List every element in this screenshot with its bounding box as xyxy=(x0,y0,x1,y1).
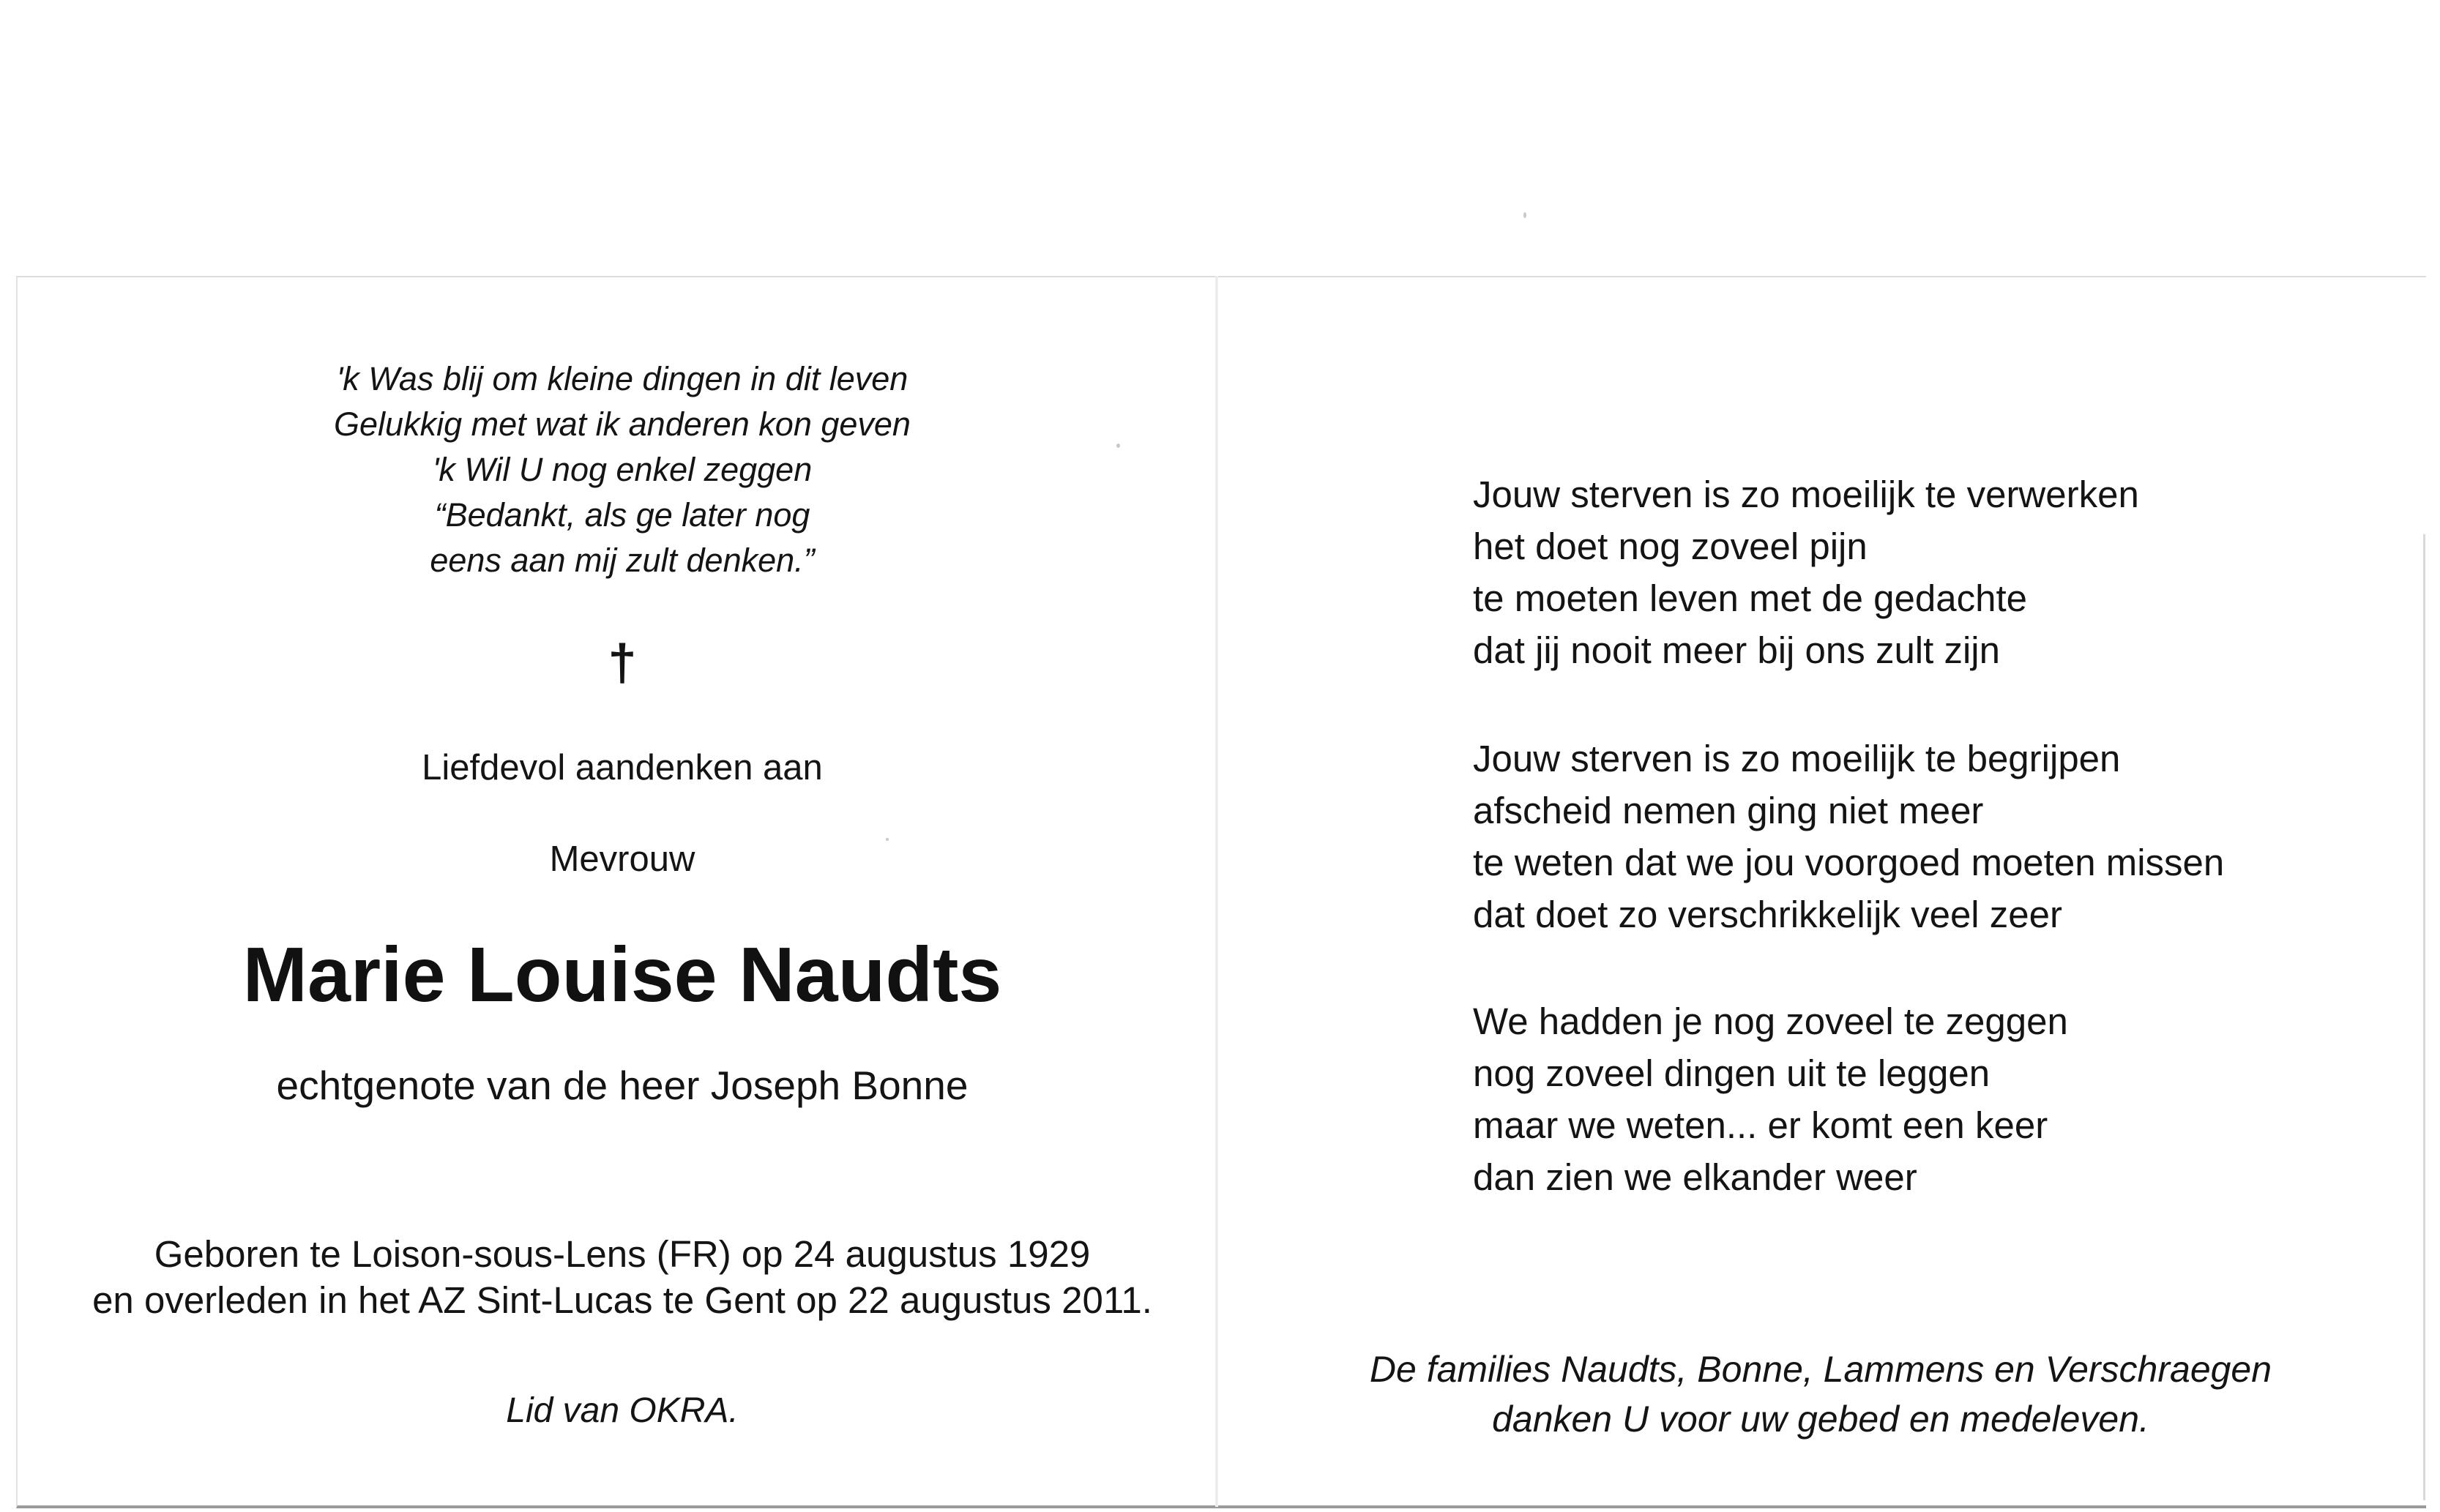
birth-line: Geboren te Loison-sous-Lens (FR) op 24 augustus 1929 xyxy=(154,1233,1091,1275)
memorial-heading: Liefdevol aandenken aan xyxy=(422,748,823,787)
thanks-closing-line: danken U voor uw gebed en medeleven. xyxy=(1492,1399,2149,1440)
stanza-line: nog zoveel dingen uit te leggen xyxy=(1473,1052,1991,1094)
stanza-line: dat doet zo verschrikkelijk veel zeer xyxy=(1473,894,2063,935)
stanza-line: dan zien we elkander weer xyxy=(1473,1156,1917,1198)
opening-poem xyxy=(29,356,1215,583)
stanza-line: dat jij nooit meer bij ons zult zijn xyxy=(1473,629,2001,671)
stanza-line: het doet nog zoveel pijn xyxy=(1473,525,1868,567)
stanza-line: maar we weten... er komt een keer xyxy=(1473,1104,2048,1146)
family-closing-line: De families Naudts, Bonne, Lammens en Verschraegen xyxy=(1369,1349,2272,1390)
death-line: en overleden in het AZ Sint-Lucas te Gent op 22 augustus 2011. xyxy=(92,1279,1152,1321)
poem-stanza xyxy=(1473,733,2224,940)
right-panel xyxy=(1218,276,2423,1504)
stanza-line: te weten dat we jou voorgoed moeten missen xyxy=(1473,842,2225,883)
paper-speck xyxy=(1523,212,1526,218)
stanza-line: Jouw sterven is zo moeilijk te verwerken xyxy=(1473,474,2139,515)
left-panel xyxy=(29,276,1215,1504)
spouse-line: echtgenote van de heer Joseph Bonne xyxy=(276,1063,969,1108)
stanza-line: afscheid nemen ging niet meer xyxy=(1473,790,1984,831)
card-right-edge xyxy=(2423,534,2425,1500)
salutation: Mevrouw xyxy=(549,839,695,879)
poem-line: eens aan mij zult denken.” xyxy=(430,542,815,579)
poem-line: “Bedankt, als ge later nog xyxy=(434,496,810,534)
cross-icon: † xyxy=(608,634,637,691)
deceased-name: Marie Louise Naudts xyxy=(242,932,1002,1018)
poem-stanza xyxy=(1473,995,2068,1203)
poem-line: 'k Wil U nog enkel zeggen xyxy=(432,451,813,488)
poem-line: 'k Was blij om kleine dingen in dit leven xyxy=(336,360,909,397)
poem-line: Gelukkig met wat ik anderen kon geven xyxy=(334,405,911,443)
stanza-line: Jouw sterven is zo moeilijk te begrijpen xyxy=(1473,738,2121,779)
stanza-line: te moeten leven met de gedachte xyxy=(1473,577,2028,619)
poem-stanza xyxy=(1473,468,2139,676)
stanza-line: We hadden je nog zoveel te zeggen xyxy=(1473,1000,2068,1042)
membership-line: Lid van OKRA. xyxy=(506,1391,739,1430)
